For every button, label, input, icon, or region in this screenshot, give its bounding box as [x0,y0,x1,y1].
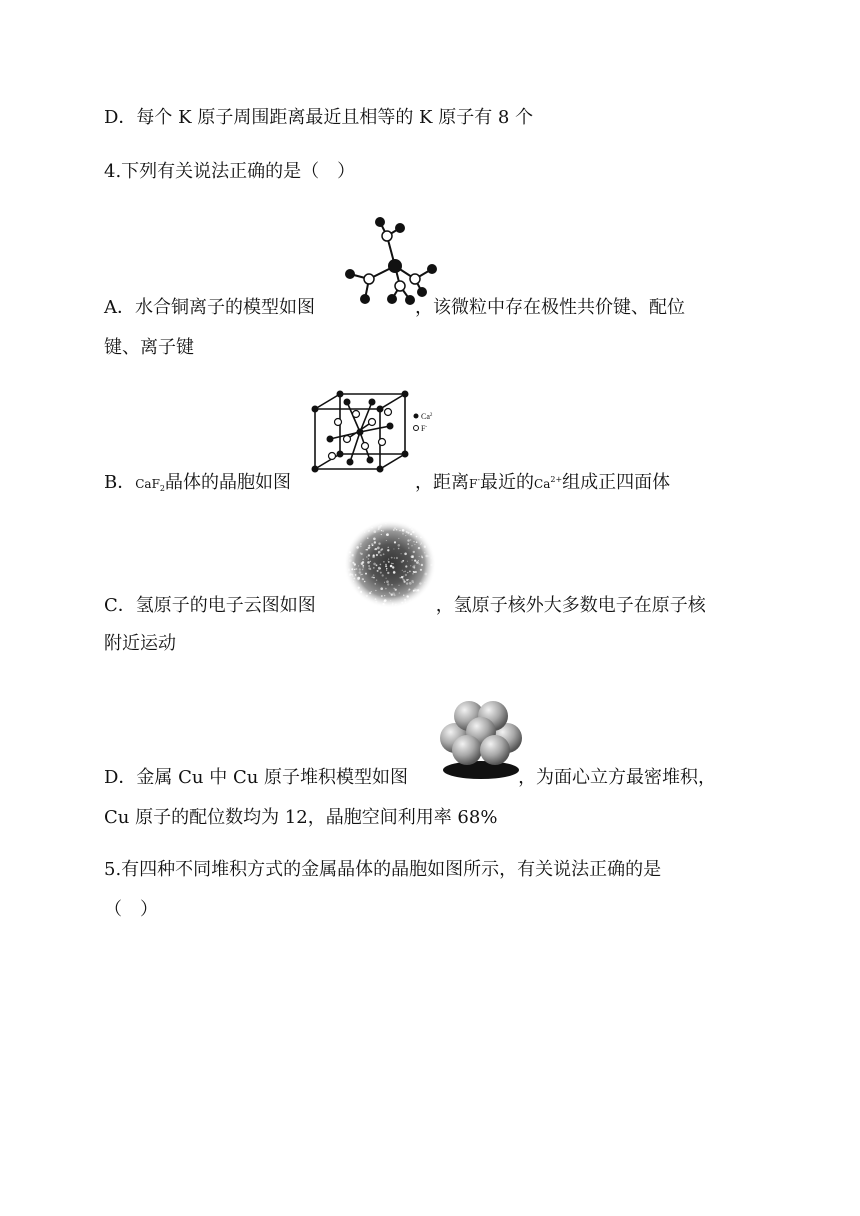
q4-option-a-text [104,296,685,320]
legend-ca-label: Ca [421,412,430,421]
legend-f-charge: - [425,425,428,430]
q4-stem: 4.下列有关说法正确的是（ ） [104,161,356,182]
q4-option-c-line2: 附近运动 [104,633,176,654]
q4-option-c-before: C．氢原子的电子云图如图 [104,595,316,616]
q4-option-b-mid2: ，距离 [415,472,469,493]
caf2-formula: CaF$_2$ [135,477,165,493]
q4-option-d-before: D．金属 Cu 中 Cu 原子堆积模型如图 [104,767,409,788]
calcium-ion: $Ca^{2+}$ [534,475,563,491]
q4-option-c-after: ，氢原子核外大多数电子在原子核 [435,595,706,616]
q5-stem-line2: （ ） [104,899,158,920]
q4-option-a-after: ，该微粒中存在极性共价键、配位 [415,297,685,318]
q3-option-d: D．每个 K 原子周围距离最近且相等的 K 原子有 8 个 [104,107,534,128]
svg-text:Ca2 [421,412,433,421]
q4-option-b-mid3: 最近的 [480,472,535,493]
legend-ca-charge: 2 [429,413,433,418]
q4-option-a-before: A．水合铜离子的模型如图 [104,297,315,318]
svg-text:F- [421,424,427,433]
q4-option-c-text [104,594,706,618]
q4-option-b-mid1: 晶体的晶胞如图 [165,472,291,493]
q4-option-b-end: 组成正四面体 [562,472,671,493]
q4-option-a-line2: 键、离子键 [104,337,194,358]
legend-f-label: F [421,424,426,433]
q4-option-d-after: ，为面心立方最密堆积， [518,767,717,788]
q4-option-b-label: B． [104,472,136,493]
q4-option-d-line2: Cu 原子的配位数均为 12，晶胞空间利用率 68% [104,807,498,828]
q4-option-b-text [104,468,670,501]
q4-option-d-text [104,766,716,790]
q5-stem-line1: 5.有四种不同堆积方式的金属晶体的晶胞如图所示，有关说法正确的是 [104,859,662,880]
fluoride-ion: F- [469,475,481,491]
